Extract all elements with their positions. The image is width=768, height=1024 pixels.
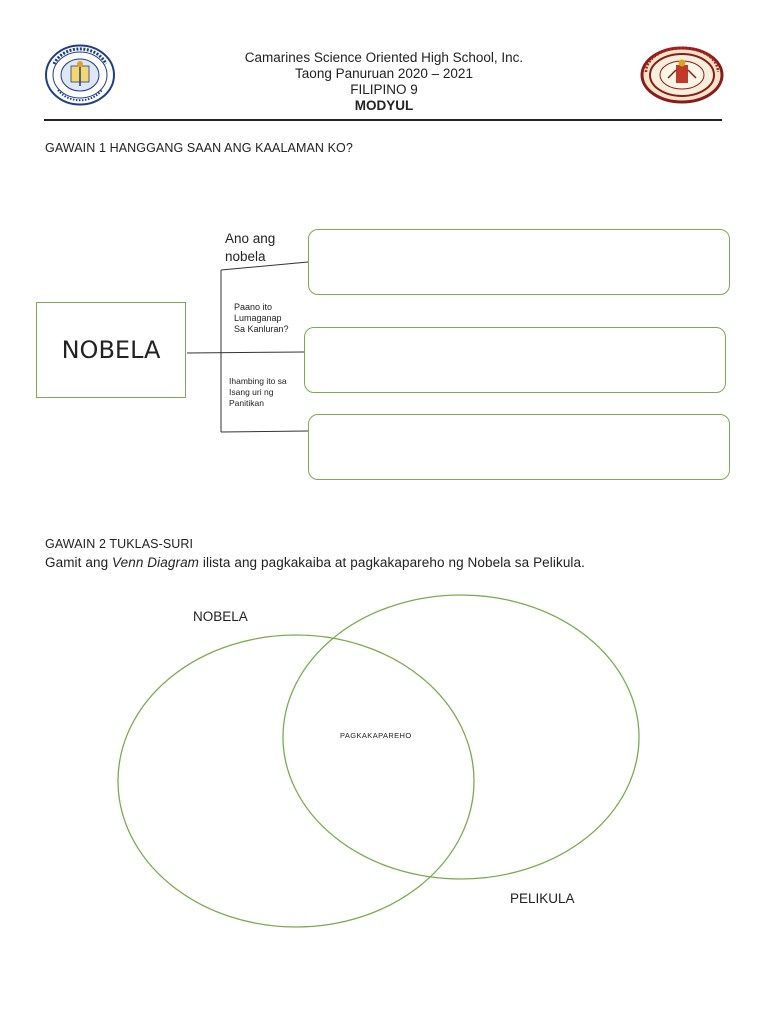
subject: FILIPINO 9 [350,82,418,97]
venn-right-label: PELIKULA [510,891,575,906]
question-1-label: Ano ang nobela [225,231,276,264]
nobela-center-label: NOBELA [61,336,161,364]
gawain2-instructions: Gamit ang Venn Diagram ilista ang pagkakaiba at pagkakapareho ng Nobela sa Pelikula. [45,555,585,570]
school-year: Taong Panuruan 2020 – 2021 [295,66,473,81]
venn-circle-nobela [118,635,474,927]
gawain1-title: GAWAIN 1 HANGGANG SAAN ANG KAALAMAN KO? [45,141,353,155]
question-3-label: Ihambing ito sa Isang uri ng Panitikan [229,376,287,408]
question-2-label: Paano ito Lumaganap Sa Kanluran? [234,302,289,334]
module-label: MODYUL [354,98,414,113]
school-name: Camarines Science Oriented High School, Inc. [244,50,524,65]
gawain2-title: GAWAIN 2 TUKLAS-SURI [45,537,194,551]
venn-left-label: NOBELA [193,609,248,624]
venn-center-label: PAGKAKAPAREHO [340,731,412,740]
